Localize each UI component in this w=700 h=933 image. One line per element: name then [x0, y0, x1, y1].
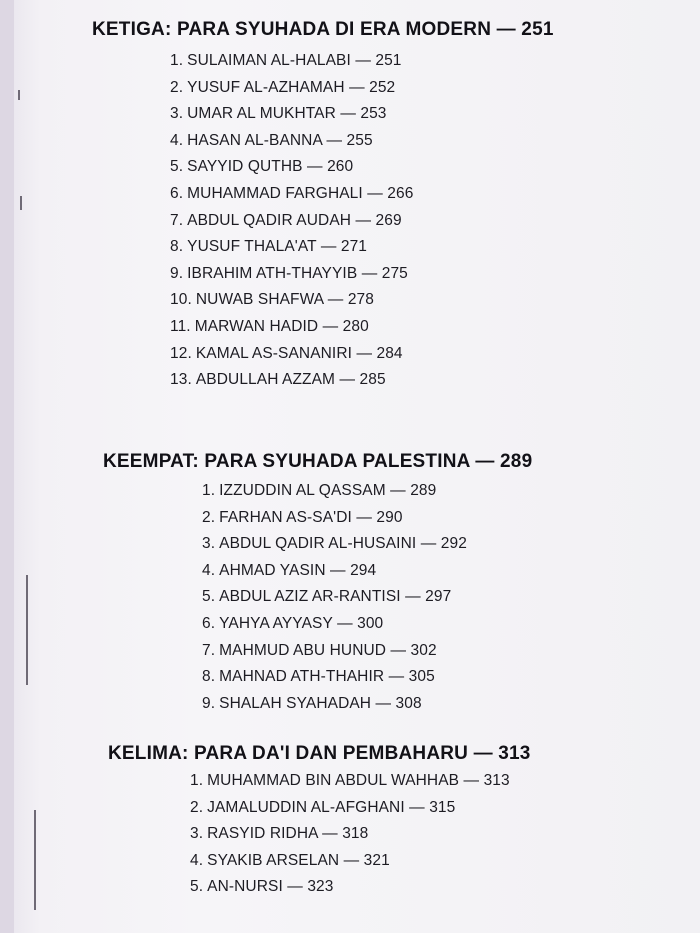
entry-name: IBRAHIM ATH-THAYYIB — [187, 264, 358, 282]
entry-name: ABDUL QADIR AUDAH — [187, 211, 352, 229]
toc-entry — [170, 341, 413, 368]
entry-page-number: 252 — [369, 78, 396, 96]
entry-name: MUHAMMAD BIN ABDUL WAHHAB — [207, 772, 460, 789]
heading-page-number: 313 — [498, 743, 531, 764]
toc-entry — [190, 874, 510, 901]
entry-page-number: 255 — [346, 131, 373, 149]
entry-name: IZZUDDIN AL QASSAM — [219, 482, 386, 499]
entry-number: 5. — [190, 878, 204, 896]
heading-title: KEEMPAT: PARA SYUHADA PALESTINA — [103, 451, 470, 472]
toc-entry — [190, 848, 510, 875]
entry-name: SYAKIB ARSELAN — [207, 851, 340, 869]
heading-separator: — — [496, 19, 516, 40]
entry-separator: — — [327, 291, 344, 309]
toc-entry — [170, 261, 413, 288]
entry-number: 1. — [170, 52, 184, 69]
entry-separator: — — [339, 371, 356, 389]
entry-page-number: 269 — [375, 211, 402, 229]
entry-name: SAYYID QUTHB — [187, 158, 303, 176]
entry-separator: — — [349, 78, 365, 96]
toc-entry — [190, 795, 510, 822]
entry-name: NUWAB SHAFWA — [195, 291, 324, 309]
toc-entry — [202, 531, 467, 558]
entry-separator: — — [361, 264, 378, 282]
entry-separator: — — [367, 184, 383, 202]
binding-mark — [18, 90, 20, 100]
entry-separator: — — [388, 668, 405, 686]
toc-entry — [202, 638, 467, 665]
toc-entry — [202, 558, 467, 585]
entry-number: 2. — [170, 78, 184, 96]
entry-number: 5. — [170, 158, 184, 176]
entry-number: 12. — [170, 344, 192, 362]
toc-entry — [170, 48, 413, 75]
entry-number: 4. — [202, 561, 216, 579]
entry-number: 4. — [190, 851, 204, 869]
entry-name: AN-NURSI — [207, 878, 283, 896]
entry-name: UMAR AL MUKHTAR — [187, 105, 336, 123]
page-spine-shadow — [0, 0, 14, 933]
entry-number: 13. — [170, 371, 192, 389]
entry-separator: — — [356, 344, 373, 362]
heading-title: KETIGA: PARA SYUHADA DI ERA MODERN — [92, 19, 492, 40]
entry-separator: — — [326, 131, 343, 149]
entry-page-number: 302 — [410, 641, 437, 659]
entry-name: ABDUL AZIZ AR-RANTISI — [219, 588, 401, 606]
entry-separator: — — [307, 158, 323, 176]
entry-number: 1. — [190, 772, 204, 789]
entry-separator: — — [420, 535, 437, 553]
entry-name: KAMAL AS-SANANIRI — [195, 344, 353, 362]
entry-page-number: 300 — [357, 614, 384, 632]
binding-mark — [34, 810, 36, 910]
entry-list — [170, 48, 413, 394]
entry-number: 9. — [202, 694, 216, 712]
toc-entry — [202, 584, 467, 611]
entry-name: MAHMUD ABU HUNUD — [219, 641, 387, 659]
heading-title: KELIMA: PARA DA'I DAN PEMBAHARU — [108, 743, 469, 764]
entry-page-number: 297 — [425, 588, 452, 606]
entry-separator: — — [340, 105, 356, 123]
section-heading — [103, 451, 532, 473]
entry-number: 8. — [202, 668, 216, 686]
entry-page-number: 290 — [376, 508, 403, 526]
entry-name: MUHAMMAD FARGHALI — [187, 184, 363, 202]
toc-entry — [202, 505, 467, 532]
entry-number: 7. — [170, 211, 184, 229]
toc-entry — [170, 181, 413, 208]
heading-separator: — — [475, 451, 495, 472]
entry-name: AHMAD YASIN — [219, 561, 326, 579]
entry-name: JAMALUDDIN AL-AFGHANI — [207, 798, 405, 816]
entry-page-number: 251 — [375, 52, 402, 69]
section-heading — [108, 743, 531, 765]
entry-page-number: 271 — [340, 238, 368, 256]
entry-page-number: 305 — [408, 668, 435, 686]
toc-entry — [170, 75, 413, 102]
toc-entry — [190, 768, 510, 795]
entry-page-number: 294 — [350, 561, 377, 579]
toc-entry — [170, 234, 413, 261]
entry-page-number: 292 — [440, 535, 467, 553]
entry-page-number: 260 — [327, 158, 354, 176]
entry-separator: — — [355, 52, 371, 69]
entry-separator: — — [405, 588, 421, 606]
entry-list — [190, 768, 510, 901]
entry-separator: — — [356, 508, 372, 526]
entry-number: 2. — [190, 798, 204, 816]
entry-number: 11. — [170, 317, 191, 335]
toc-entry — [202, 664, 467, 691]
entry-number: 6. — [170, 184, 184, 202]
entry-page-number: 284 — [376, 344, 403, 362]
section-heading — [92, 19, 554, 41]
toc-entry — [170, 128, 413, 155]
entry-name: SULAIMAN AL-HALABI — [187, 52, 351, 69]
entry-separator: — — [375, 694, 392, 712]
entry-number: 4. — [170, 131, 184, 149]
entry-number: 1. — [202, 482, 216, 499]
entry-page-number: 253 — [360, 105, 387, 123]
entry-list — [202, 478, 467, 717]
entry-name: HASAN AL-BANNA — [187, 131, 323, 149]
entry-page-number: 321 — [363, 851, 390, 869]
entry-name: RASYID RIDHA — [207, 825, 318, 843]
entry-page-number: 285 — [359, 371, 386, 389]
entry-separator: — — [355, 211, 372, 229]
entry-page-number: 266 — [387, 184, 414, 202]
entry-page-number: 318 — [342, 825, 369, 843]
entry-page-number: 315 — [429, 798, 456, 816]
binding-mark — [20, 196, 22, 210]
entry-name: MARWAN HADID — [194, 317, 319, 335]
entry-separator: — — [322, 825, 338, 843]
entry-name: YUSUF AL-AZHAMAH — [187, 78, 345, 96]
entry-name: ABDUL QADIR AL-HUSAINI — [219, 535, 417, 553]
toc-entry — [190, 821, 510, 848]
entry-name: MAHNAD ATH-THAHIR — [219, 668, 385, 686]
heading-page-number: 289 — [500, 451, 533, 472]
entry-separator: — — [337, 614, 353, 632]
entry-separator: — — [287, 878, 303, 896]
toc-entry — [170, 154, 413, 181]
toc-entry — [170, 208, 413, 235]
toc-entry — [202, 611, 467, 638]
entry-name: FARHAN AS-SA'DI — [219, 508, 352, 526]
entry-separator: — — [463, 772, 480, 789]
entry-page-number: 289 — [410, 482, 437, 499]
entry-separator: — — [409, 798, 425, 816]
entry-separator: — — [322, 317, 339, 335]
entry-name: ABDULLAH AZZAM — [195, 371, 336, 389]
heading-separator: — — [473, 743, 493, 764]
toc-entry — [202, 691, 467, 718]
toc-entry — [202, 478, 467, 505]
entry-page-number: 275 — [381, 264, 408, 282]
entry-separator: — — [343, 851, 360, 869]
entry-separator: — — [390, 482, 406, 499]
heading-page-number: 251 — [521, 19, 554, 40]
entry-page-number: 280 — [342, 317, 369, 335]
entry-number: 7. — [202, 641, 216, 659]
entry-number: 10. — [170, 291, 192, 309]
entry-separator: — — [390, 641, 407, 659]
entry-page-number: 308 — [395, 694, 422, 712]
toc-entry — [170, 367, 413, 394]
entry-number: 2. — [202, 508, 216, 526]
entry-name: YUSUF THALA'AT — [187, 238, 317, 256]
entry-separator: — — [320, 238, 337, 256]
binding-mark — [26, 575, 28, 685]
toc-entry — [170, 314, 413, 341]
toc-entry — [170, 101, 413, 128]
entry-number: 3. — [202, 535, 216, 553]
entry-page-number: 278 — [347, 291, 374, 309]
entry-separator: — — [330, 561, 346, 579]
entry-name: YAHYA AYYASY — [219, 614, 333, 632]
entry-number: 9. — [170, 264, 184, 282]
entry-number: 8. — [170, 238, 184, 256]
toc-entry — [170, 287, 413, 314]
entry-name: SHALAH SYAHADAH — [219, 694, 372, 712]
entry-number: 5. — [202, 588, 216, 606]
entry-page-number: 323 — [307, 878, 334, 896]
entry-number: 3. — [170, 105, 184, 123]
entry-page-number: 313 — [483, 772, 510, 789]
entry-number: 6. — [202, 614, 216, 632]
entry-number: 3. — [190, 825, 204, 843]
